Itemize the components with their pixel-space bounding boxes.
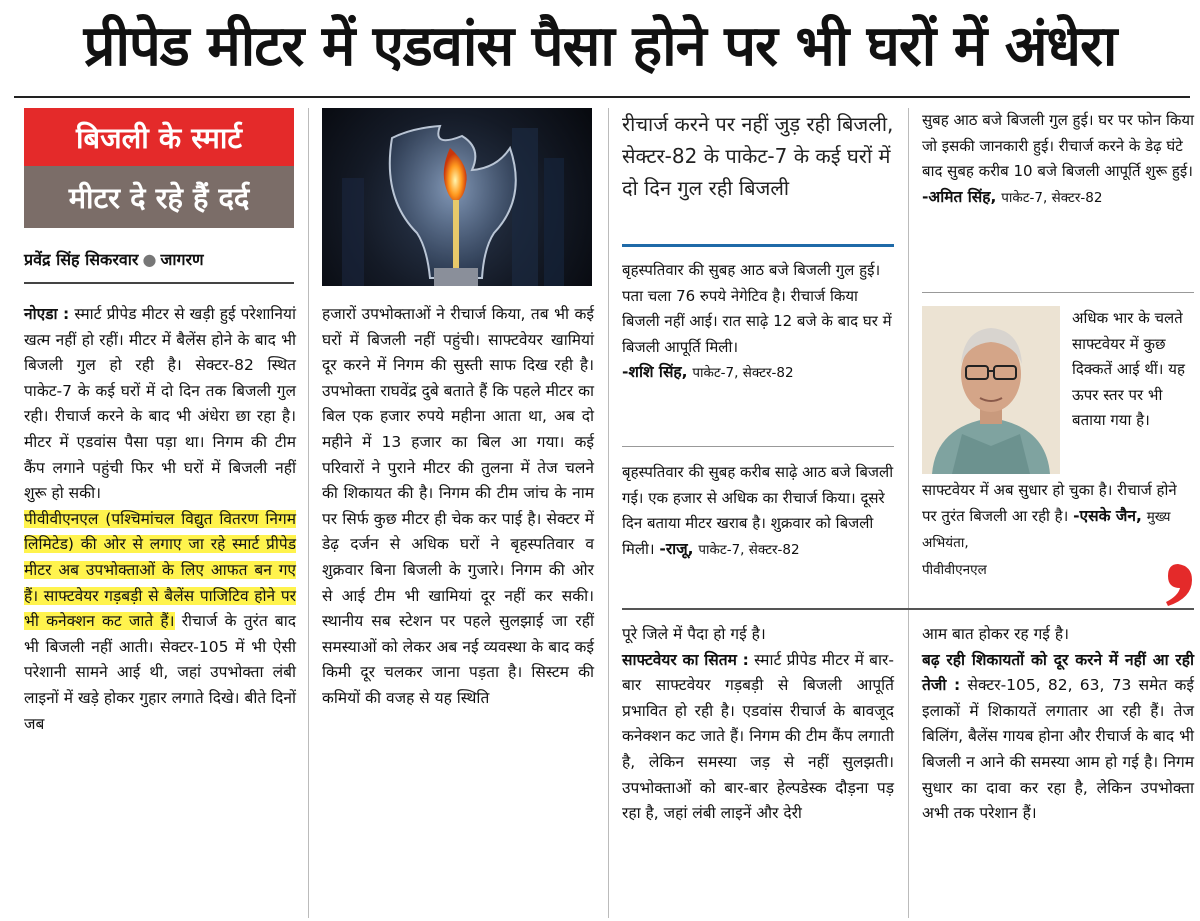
column-divider (908, 108, 909, 918)
quote-location: पाकेट-7, सेक्टर-82 (1001, 189, 1103, 206)
byline-author: प्रवेंद्र सिंह सिकरवार (24, 250, 139, 269)
quote-author: -शशि सिंह, (622, 363, 688, 382)
official-quote (1072, 306, 1196, 434)
article-column-4 (922, 622, 1194, 827)
article-text: स्मार्ट प्रीपेड मीटर से खड़ी हुई परेशानियां खत्म नहीं हो रहीं। मीटर में बैलेंस होने के बाद भी बिजली गुल हो रही है। सेक्टर-82 स्थित पाकेट-7 के कई घरों में दो दिन तक बिजली गुल रही। रीचार्ज करने के बाद भी अंधेरा छा रहा है। मीटर में एडवांस पैसा पड़ा था। निगम की टीम कैंप लगाने पहुंची फिर भी घरों में बिजली नहीं शुरू हो सकी। (24, 305, 296, 503)
section-subhead: साफ्टवेयर का सितम : (622, 650, 749, 669)
article-text: हजारों उपभोक्ताओं ने रीचार्ज किया, तब भी कई घरों में बिजली नहीं पहुंची। साफ्टवेयर खामियां दूर करने में निगम की सुस्ती साफ दिख रही है। उपभोक्ता राघवेंद्र दुबे बताते हैं कि पहले मीटर का बिल एक हजार रुपये महीना आता था, अब दो महीने में 13 हजार का बिल आ गया। कई परिवारों ने पुराने मीटर की तुलना में तेज चलने की शिकायत की है। निगम की टीम जांच के नाम पर सिर्फ कुछ मीटर ही चेक कर पाई है। सेक्टर में डेढ़ दर्जन से अधिक घरों ने बृहस्पतिवार व शुक्रवार बिना बिजली के गुजारे। निगम की ओर से आई टीम भी खामियां दूर नहीं कर सकी। स्थानीय सब स्टेशन पर पहले सुलझाई जा रहीं समस्याओं को लेकर अब नई व्यवस्था के बाद कई किमी दूर चलकर जाना पड़ता है। सिस्टम की कमियों की वजह से यह स्थिति (322, 305, 594, 707)
quote-org: पीवीवीएनएल (922, 561, 987, 578)
article-column-1 (24, 302, 296, 737)
byline (24, 248, 294, 272)
quote-text: बृहस्पतिवार की सुबह करीब साढ़े आठ बजे बिजली गई। एक हजार से अधिक का रीचार्ज किया। दूसरे दिन बताया मीटर खराब है। शुक्रवार को बिजली मिली। (622, 463, 894, 558)
article-column-3 (622, 622, 894, 827)
official-portrait-photo (922, 306, 1060, 474)
consumer-quote (922, 108, 1194, 211)
quote-author: -राजू, (659, 539, 694, 558)
byline-source: जागरण (160, 250, 204, 269)
sidebar-rule (622, 244, 894, 247)
column-divider (308, 108, 309, 918)
headline: प्रीपेड मीटर में एडवांस पैसा होने पर भी घरों में अंधेरा (83, 14, 1117, 79)
dateline: नोएडा : (24, 305, 70, 323)
section-subhead: बढ़ रही शिकायतों को दूर करने में नहीं आ रही तेजी : (922, 650, 1194, 695)
broken-bulb-illustration (322, 108, 592, 286)
quote-divider (922, 292, 1194, 293)
section-rule (622, 608, 1194, 610)
headline-rule (14, 96, 1190, 98)
quote-location: पाकेट-7, सेक्टर-82 (698, 541, 800, 558)
highlighted-text: पीवीवीएनएल (पश्चिमांचल विद्युत वितरण निगम लिमिटेड) की ओर से लगाए जा रहे स्मार्ट प्रीपेड मीटर अब उपभोक्ताओं के लिए आफत बन गए हैं। साफ्टवेयर गड़बड़ी से बैलेंस पाजिटिव होने पर भी कनेक्शन कट जाते हैं। (24, 509, 296, 631)
article-text: स्मार्ट प्रीपेड मीटर में बार-बार साफ्टवेयर गड़बड़ी से बिजली आपूर्ति प्रभावित हो रही है। एडवांस रीचार्ज के बावजूद कनेक्शन कट जाते हैं। निगम की टीम कैंप लगाती है, लेकिन समस्या जड़ से नहीं सुलझती। उपभोक्ताओं को बार-बार हेल्पडेस्क दौड़ना पड़ रहा है, जहां लंबी लाइनें और देरी (622, 650, 894, 823)
quote-location: पाकेट-7, सेक्टर-82 (692, 365, 794, 382)
consumer-quote (622, 460, 894, 563)
broken-bulb-photo (322, 108, 592, 286)
quote-text: साफ्टवेयर में अब सुधार हो चुका है। रीचार्ज होने पर तुरंत बिजली आ रही है। (922, 481, 1177, 525)
byline-rule (24, 282, 294, 284)
portrait-illustration (922, 306, 1060, 474)
article-text: आम बात होकर रह गई है। (922, 625, 1069, 643)
bullet-icon: ● (142, 250, 157, 269)
article-text: रीचार्ज के तुरंत बाद भी बिजली नहीं आती। सेक्टर-105 में भी ऐसी परेशानी सामने आई थी, जहां उपभोक्ता लंबी लाइनों में खड़े होकर गुहार लगाते दिखे। बीते दिनों जब (24, 612, 296, 733)
quote-author: -एसके जैन, (1073, 506, 1142, 525)
consumer-quote (622, 258, 894, 387)
quote-author: -अमित सिंह, (922, 187, 997, 206)
sidebar-subhead: रीचार्ज करने पर नहीं जुड़ रही बिजली, सेक्टर-82 के पाकेट-7 के कई घरों में दो दिन गुल रही बिजली (622, 112, 894, 200)
quote-mark-icon (1156, 560, 1196, 608)
kicker-banner-bottom: मीटर दे रहे हैं दर्द (24, 166, 294, 228)
article-column-2 (322, 302, 594, 712)
quote-role: मुख्य अभियंता, (922, 508, 1171, 552)
kicker-banner-top: बिजली के स्मार्ट (24, 108, 294, 166)
quote-text: सुबह आठ बजे बिजली गुल हुई। घर पर फोन किया जो इसकी जानकारी हुई। रीचार्ज करने के डेढ़ घंटे बाद सुबह करीब 10 बजे बिजली आपूर्ति शुरू हुई। (922, 111, 1195, 181)
official-quote-continued (922, 478, 1194, 583)
column-divider (608, 108, 609, 918)
quote-text: अधिक भार के चलते साफ्टवेयर में कुछ दिक्कतें आई थीं। यह ऊपर स्तर पर भी बताया गया है। (1072, 309, 1185, 430)
article-text: पूरे जिले में पैदा हो गई है। (622, 625, 766, 643)
quote-divider (622, 446, 894, 447)
article-text: सेक्टर-105, 82, 63, 73 समेत कई इलाकों में शिकायतें लगातार आ रही हैं। तेज बिलिंग, बैलेंस गायब होना और रीचार्ज के बाद भी बिजली न आने की समस्या आम हो गई है। निगम सुधार का दावा कर रहा है, लेकिन उपभोक्ता अभी तक परेशान हैं। (922, 676, 1194, 823)
quote-text: बृहस्पतिवार की सुबह आठ बजे बिजली गुल हुई। पता चला 76 रुपये नेगेटिव है। रीचार्ज किया बिजली नहीं आई। रात साढ़े 12 बजे के बाद घर में बिजली आपूर्ति मिली। (622, 261, 892, 356)
